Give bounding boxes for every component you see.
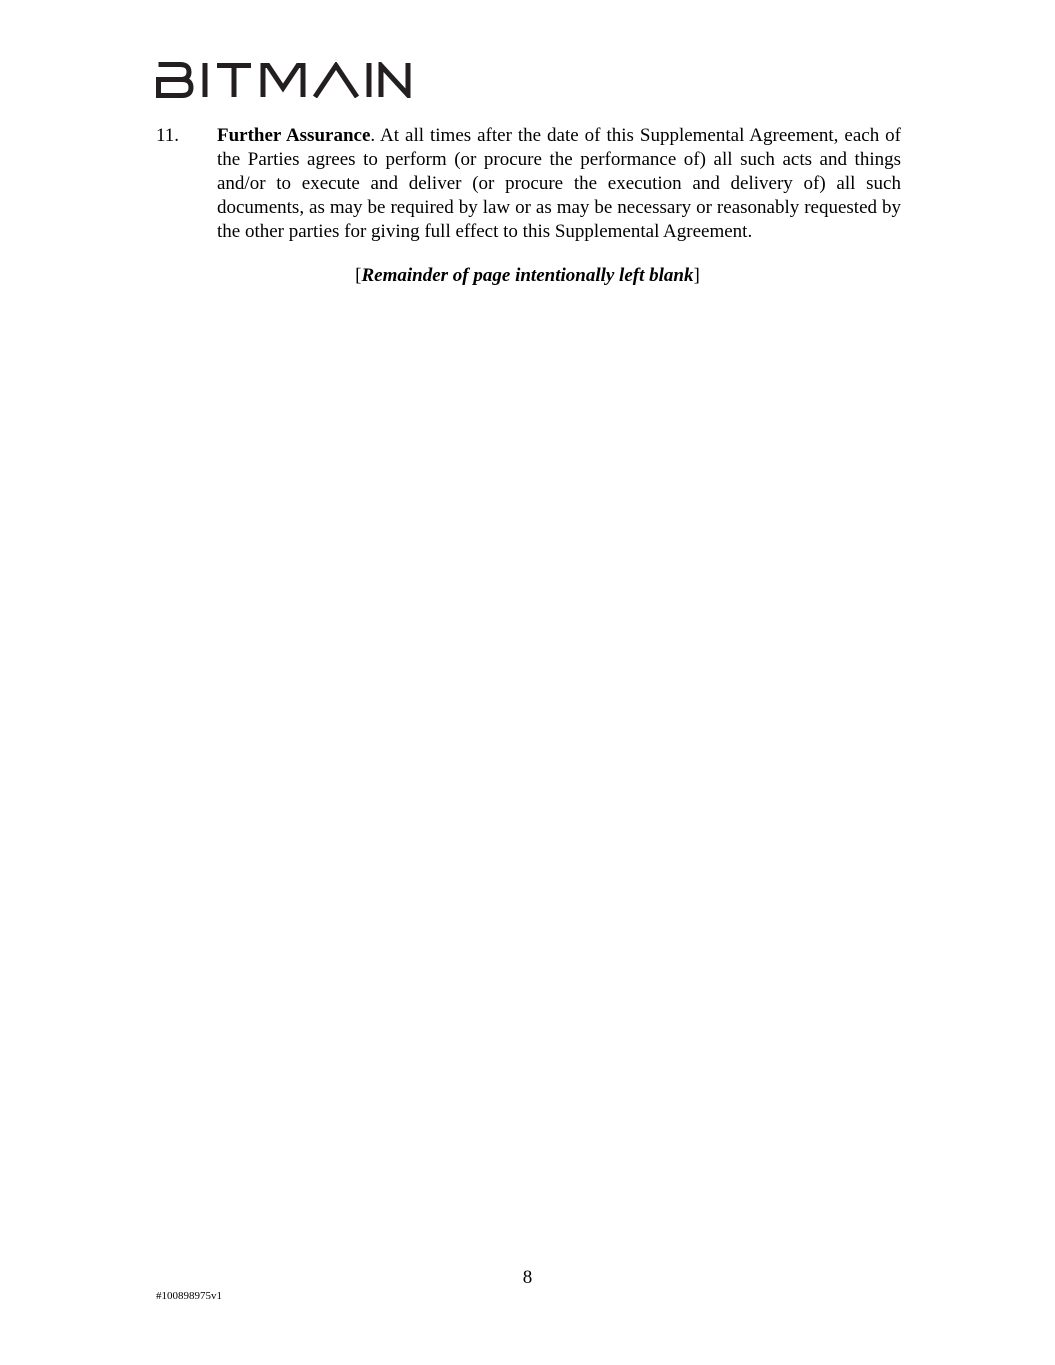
clause-11	[156, 124, 901, 244]
clause-heading: Further Assurance	[217, 125, 371, 146]
clause-body	[217, 124, 901, 244]
clause-text: . At all times after the date of this Supplemental Agreement, each of the Parties agrees to perform (or procure the performance of) all such acts and things and/or to execute and deliver (or procure the execution and delivery of) all such documents, as may be required by law or as may be necessary or reasonably requested by the other parties for giving full effect to this Supplemental Agreement.	[217, 125, 901, 242]
document-id: #100898975v1	[156, 1290, 222, 1302]
page-number: 8	[522, 1267, 533, 1288]
remainder-close-bracket: ]	[693, 265, 700, 286]
clause-number: 11.	[156, 125, 180, 146]
remainder-text: Remainder of page intentionally left blank	[361, 265, 694, 286]
remainder-open-bracket: [	[355, 265, 362, 286]
bitmain-logo	[156, 62, 414, 98]
remainder-note	[0, 264, 1055, 288]
bitmain-logo-image	[156, 62, 414, 98]
